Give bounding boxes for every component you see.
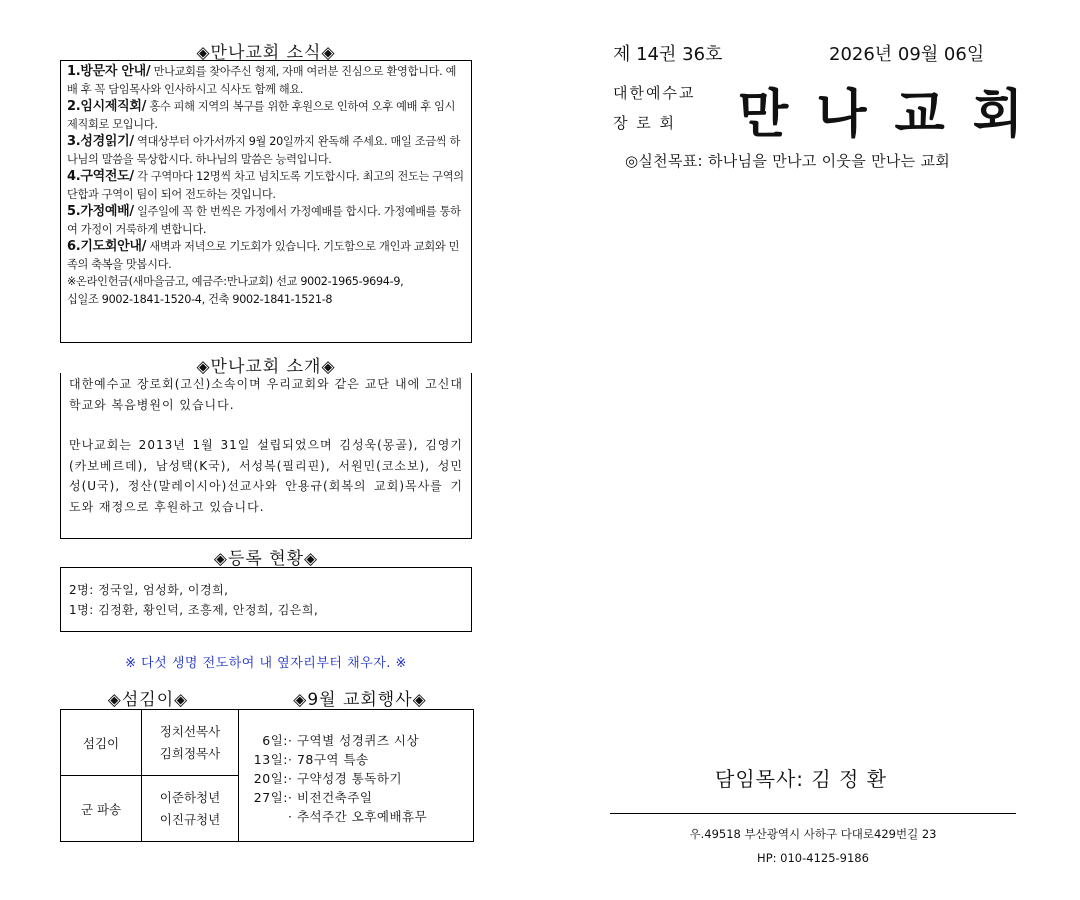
intro-paragraph: 대한예수교 장로회(고신)소속이며 우리교회와 같은 교단 내에 고신대학교와 복음병원이 있습니다.: [69, 377, 463, 412]
event-text: · 추석주간 오후예배휴무: [288, 809, 428, 824]
intro-box: [60, 373, 472, 539]
event-date: 13일:: [253, 752, 288, 767]
slogan: ※ 다섯 생명 전도하여 내 옆자리부터 채우자. ※: [125, 656, 407, 671]
news-item: [67, 203, 465, 238]
seomgim-names: [142, 710, 239, 776]
events-title: ◈9월 교회행사◈: [293, 690, 427, 710]
news-item-head: 4.구역전도/: [67, 169, 134, 184]
news-item-body: 일주일에 꼭 한 번씩은 가정에서 가정예배를 합시다. 가정예배를 통하여 가정이 거룩하게 변합니다.: [67, 205, 461, 236]
practice-goal: ◎실천목표: 하나님을 만나고 이웃을 만나는 교회: [625, 152, 951, 170]
event-row: [248, 769, 427, 788]
event-row: [248, 788, 427, 807]
registration-line: 2명: 정국일, 엄성화, 이경희,: [69, 583, 229, 597]
address: 우.49518 부산광역시 사하구 다대로429번길 23: [689, 827, 937, 841]
news-item-body: 만나교회를 찾아주신 형제, 자매 여러분 진심으로 환영합니다. 예배 후 꼭 담임목사와 인사하시고 식사도 함께 해요.: [67, 65, 457, 96]
intro-paragraph: 만나교회는 2013년 1월 31일 설립되었으며 김성욱(몽골), 김영기(카보베르데), 남성택(K국), 서성복(필리핀), 서원민(코소보), 성민성(U국), 정산(말레이시아)선교사와 안용규(회복의 교회)목사를 기도와 재정으로 후원하고 있습니다.: [69, 438, 463, 514]
registration-title: ◈등록 현황◈: [213, 549, 319, 569]
account-info-line1: ※온라인헌금(새마을금고, 예금주:만나교회) 선교 9002-1965-9694-9,: [67, 275, 404, 288]
news-item-body: 각 구역마다 12명씩 차고 넘치도록 기도합시다. 최고의 전도는 구역의 단합과 구역이 팀이 되어 전도하는 것입니다.: [67, 170, 464, 201]
event-row: [248, 807, 427, 826]
senior-pastor: 담임목사: 김 정 환: [715, 767, 888, 791]
event-date: 27일:: [253, 790, 288, 805]
events-list: [248, 731, 427, 826]
event-date: 20일:: [253, 771, 288, 786]
seomgim-name: 정치선목사: [159, 723, 221, 739]
news-box: [60, 60, 472, 343]
event-text: · 구역별 성경퀴즈 시상: [288, 733, 420, 748]
seomgim-name: 김희정목사: [159, 745, 221, 761]
news-item: [67, 63, 465, 98]
news-item: [67, 133, 465, 168]
issue-date: 2026년 09월 06일: [829, 44, 985, 65]
news-item-head: 1.방문자 안내/: [67, 64, 151, 79]
phone: HP: 010-4125-9186: [757, 851, 869, 865]
news-item-head: 5.가정예배/: [67, 204, 134, 219]
denomination-line: 대한예수교: [613, 84, 696, 102]
church-name: 만나교회: [738, 85, 1051, 145]
denomination-line: 장 로 회: [613, 114, 677, 132]
news-title: ◈만나교회 소식◈: [196, 43, 336, 63]
news-item: [67, 238, 465, 273]
contact-info: [610, 822, 1016, 870]
news-item-head: 6.기도회안내/: [67, 239, 147, 254]
intro-title: ◈만나교회 소개◈: [196, 357, 336, 377]
seomgim-label: 섬김이: [61, 710, 142, 776]
seomgim-name: 이준하청년: [159, 789, 221, 805]
footer-divider: [610, 813, 1016, 814]
news-item-body: 새벽과 저녁으로 기도회가 있습니다. 기도함으로 개인과 교회와 민족의 축복을 맛봅시다.: [67, 240, 460, 271]
account-info-line2: 십일조 9002-1841-1520-4, 건축 9002-1841-1521-8: [67, 292, 333, 306]
event-text: · 비전건축주일: [288, 790, 373, 805]
news-item-head: 3.성경읽기/: [67, 134, 134, 149]
seomgim-label: 군 파송: [61, 776, 142, 842]
news-item-body: 홍수 피해 지역의 복구를 위한 후원으로 인하여 오후 예배 후 임시제직회로 모입니다.: [67, 100, 456, 131]
seomgim-name: 이진규청년: [159, 811, 221, 827]
denomination: [613, 78, 695, 138]
event-text: · 78구역 특송: [288, 752, 369, 767]
event-text: · 구약성경 통독하기: [288, 771, 403, 786]
volume-number: 제 14권 36호: [613, 44, 723, 65]
event-row: [248, 750, 427, 769]
news-item: [67, 168, 465, 203]
news-item: [67, 98, 465, 133]
seomgim-title: ◈섬김이◈: [107, 690, 189, 710]
news-item-body: 역대상부터 아가서까지 9월 20일까지 완독해 주세요. 매일 조금씩 하나님의 말씀을 묵상합시다. 하나님의 말씀은 능력입니다.: [67, 135, 461, 166]
news-item-head: 2.임시제직회/: [67, 99, 147, 114]
registration-line: 1명: 김정환, 황인덕, 조흥제, 안정희, 김은희,: [69, 603, 319, 617]
registration-box: [60, 567, 472, 632]
event-date: 6일:: [262, 733, 288, 748]
seomgim-names: [142, 776, 239, 842]
event-row: [248, 731, 427, 750]
